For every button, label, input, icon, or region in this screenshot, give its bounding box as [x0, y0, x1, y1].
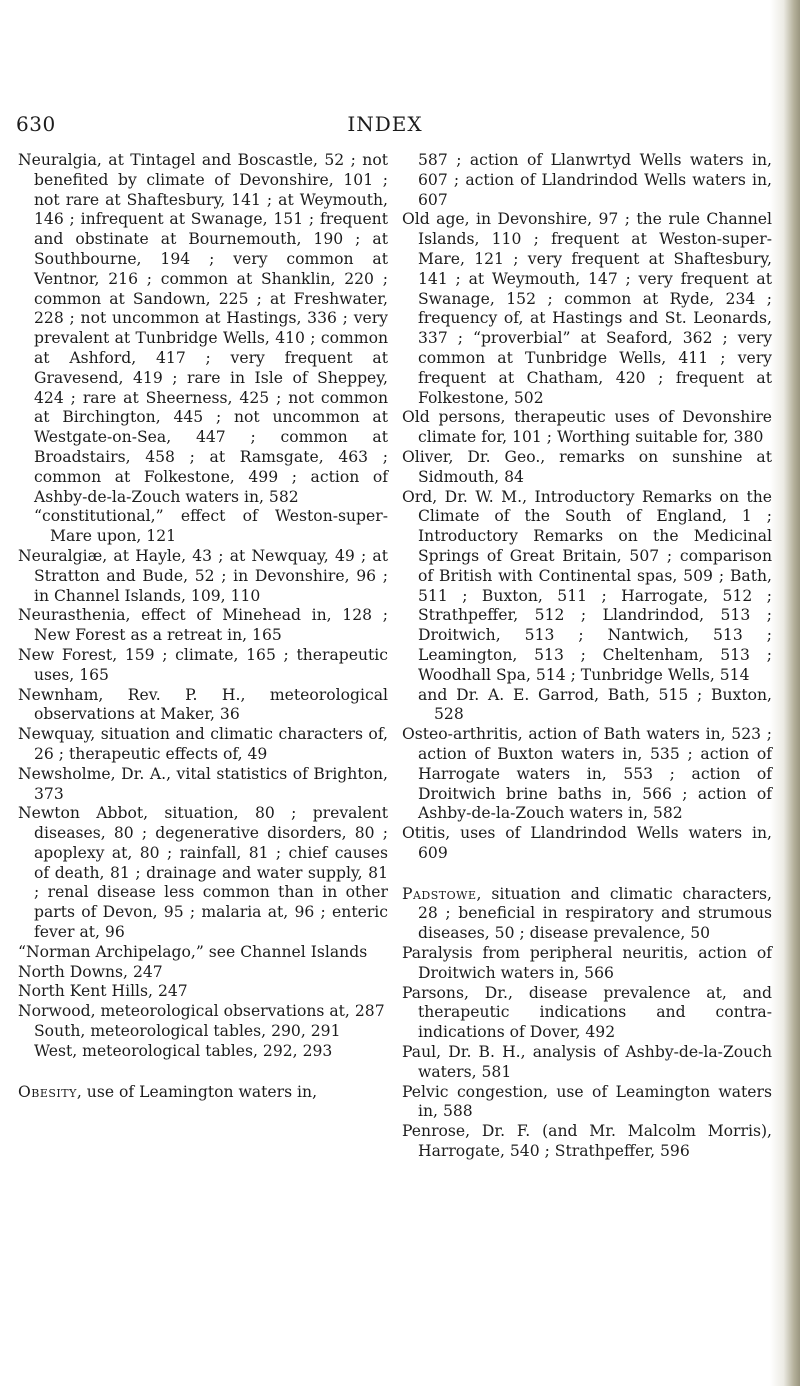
index-entry: Pelvic congestion, use of Leamington waters in, 588 [402, 1082, 772, 1121]
index-subentry: “constitutional,” effect of Weston-super-Mare upon, 121 [34, 507, 388, 546]
index-entry: Norwood, meteorological observations at, 287 [18, 1002, 385, 1021]
page-edge-shadow [770, 0, 800, 1386]
index-entry: Obesity, use of Leamington waters in, [18, 1082, 318, 1101]
index-entry: Old persons, therapeutic uses of Devonshire climate for, 101 ; Worthing suitable for, 380 [402, 408, 772, 447]
index-entry: Old age, in Devonshire, 97 ; the rule Channel Islands, 110 ; frequent at Weston-super-Mare, 121 ; very frequent at Shaftesbury, 141 ; at Weymouth, 147 ; very frequent at Swanage, 152 ; common at Ryde, 234 ; frequency of, at Hastings and St. Leonards, 337 ; “proverbial” at Seaford, 362 ; very common at Tunbridge Wells, 411 ; very frequent at Chatham, 420 ; frequent at Folkestone, 502 [402, 210, 772, 407]
index-entry: Ord, Dr. W. M., Introductory Remarks on the Climate of the South of England, 1 ; Introductory Remarks on the Medicinal Springs of Great Britain, 507 ; comparison of British with Continental spas, 509 ; Bath, 511 ; Buxton, 511 ; Harrogate, 512 ; Strathpeffer, 512 ; Llandrindod, 513 ; Droitwich, 513 ; Nantwich, 513 ; Leamington, 513 ; Cheltenham, 513 ; Woodhall Spa, 514 ; Tunbridge Wells, 514 [402, 487, 772, 684]
index-subentry: South, meteorological tables, 290, 291 [34, 1022, 341, 1041]
index-subentry: and Dr. A. E. Garrod, Bath, 515 ; Buxton, 528 [418, 685, 772, 724]
letter-section-gap [402, 864, 772, 885]
index-entry: Paul, Dr. B. H., analysis of Ashby-de-la-Zouch waters, 581 [402, 1043, 772, 1081]
index-entry: Newton Abbot, situation, 80 ; prevalent diseases, 80 ; degenerative disorders, 80 ; apoplexy at, 80 ; rainfall, 81 ; chief causes of death, 81 ; drainage and water supply, 81 ; renal disease less common than in other parts of Devon, 95 ; malaria at, 96 ; enteric fever at, 96 [18, 804, 388, 942]
index-entry: Newsholme, Dr. A., vital statistics of Brighton, 373 [18, 764, 388, 803]
index-subentry: West, meteorological tables, 292, 293 [34, 1041, 333, 1060]
index-entry: Oliver, Dr. Geo., remarks on sunshine at Sidmouth, 84 [402, 447, 772, 486]
index-entry: North Kent Hills, 247 [18, 982, 188, 1001]
index-entry: Neuralgiæ, at Hayle, 43 ; at Newquay, 49 ; at Stratton and Bude, 52 ; in Devonshire, 96 ; in Channel Islands, 109, 110 [18, 546, 388, 605]
index-entry: Osteo-arthritis, action of Bath waters in, 523 ; action of Buxton waters in, 535 ; action of Harrogate waters in, 553 ; action of Droitwich brine baths in, 566 ; action of Ashby-de-la-Zouch waters in, 582 [402, 725, 772, 823]
index-entry: 587 ; action of Llanwrtyd Wells waters in, 607 ; action of Llandrindod Wells waters in, 607 [418, 151, 772, 209]
index-entry: Padstowe, situation and climatic characters, 28 ; beneficial in respiratory and strumous diseases, 50 ; disease prevalence, 50 [402, 884, 772, 943]
letter-section-gap [18, 1062, 388, 1083]
running-title: INDEX [347, 112, 423, 136]
index-entry: “Norman Archipelago,” see Channel Islands [18, 942, 368, 961]
index-column-left [18, 151, 388, 1102]
index-column-right [402, 151, 772, 1162]
index-entry: Paralysis from peripheral neuritis, action of Droitwich waters in, 566 [402, 944, 772, 982]
index-entry: Otitis, uses of Llandrindod Wells waters in, 609 [402, 824, 772, 862]
index-entry: North Downs, 247 [18, 962, 163, 981]
index-entry: New Forest, 159 ; climate, 165 ; therapeutic uses, 165 [18, 645, 388, 684]
index-entry: Newnham, Rev. P. H., meteorological observations at Maker, 36 [18, 685, 388, 724]
index-entry: Neuralgia, at Tintagel and Boscastle, 52 ; not benefited by climate of Devonshire, 101 ; not rare at Shaftesbury, 141 ; at Weymouth, 146 ; infrequent at Swanage, 151 ; frequent and obstinate at Bournemouth, 190 ; at Southbourne, 194 ; very common at Ventnor, 216 ; common at Shanklin, 220 ; common at Sandown, 225 ; at Freshwater, 228 ; not uncommon at Hastings, 336 ; very prevalent at Tunbridge Wells, 410 ; common at Ashford, 417 ; very frequent at Gravesend, 419 ; rare in Isle of Sheppey, 424 ; rare at Sheerness, 425 ; not common at Birchington, 445 ; not uncommon at Westgate-on-Sea, 447 ; common at Broadstairs, 458 ; at Ramsgate, 463 ; common at Folkestone, 499 ; action of Ashby-de-la-Zouch waters in, 582 [18, 151, 388, 506]
page-header [0, 112, 770, 136]
page-number: 630 [16, 112, 56, 136]
index-entry: Newquay, situation and climatic characters of, 26 ; therapeutic effects of, 49 [18, 725, 388, 763]
index-entry: Neurasthenia, effect of Minehead in, 128 ; New Forest as a retreat in, 165 [18, 606, 388, 645]
index-entry: Penrose, Dr. F. (and Mr. Malcolm Morris), Harrogate, 540 ; Strathpeffer, 596 [402, 1122, 772, 1161]
index-entry: Parsons, Dr., disease prevalence at, and therapeutic indications and contra-indications of Dover, 492 [402, 983, 772, 1042]
